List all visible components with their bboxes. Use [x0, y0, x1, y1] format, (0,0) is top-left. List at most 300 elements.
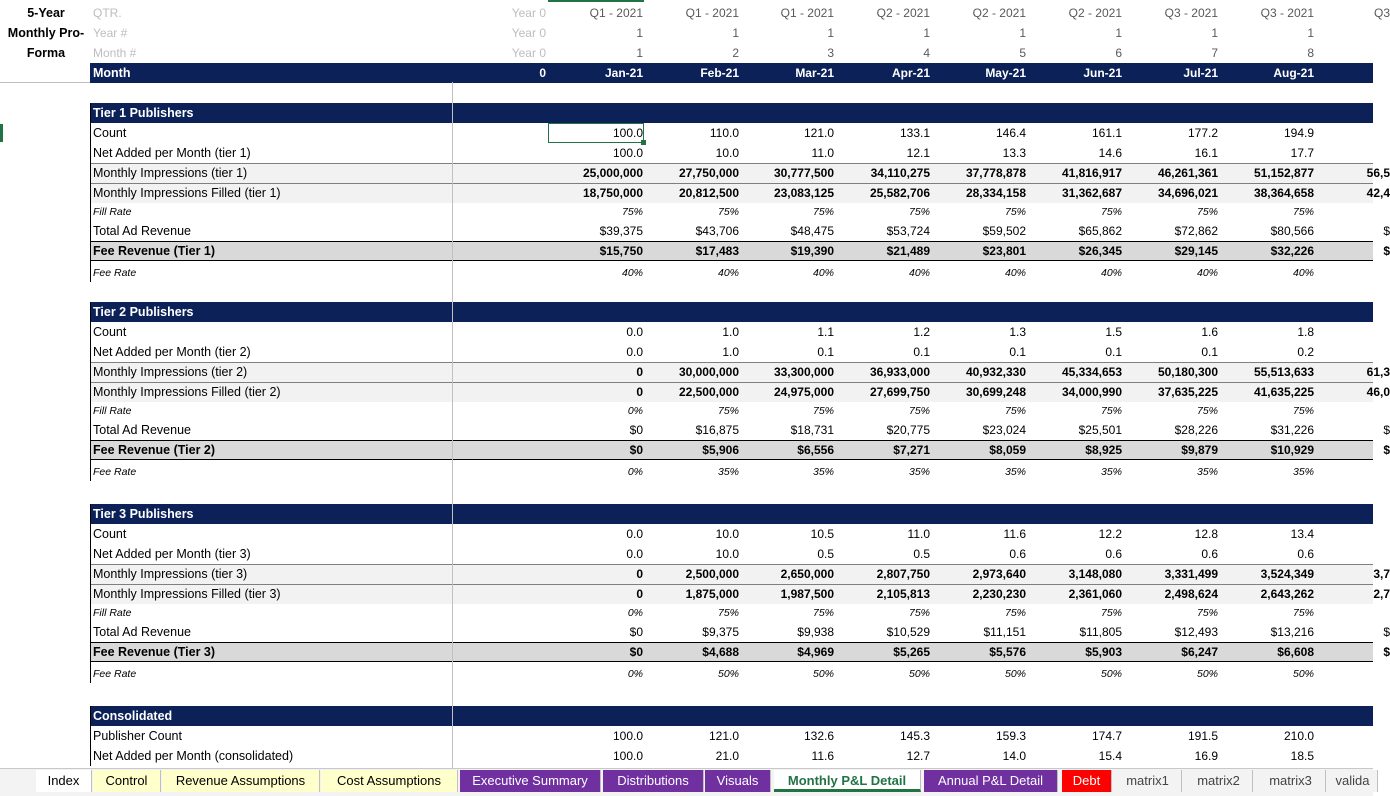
- column-year: 1: [1211, 26, 1218, 40]
- sheet-tab-index[interactable]: Index: [36, 770, 92, 792]
- data-cell[interactable]: 75%: [1100, 405, 1122, 417]
- row-label: Fill Rate: [93, 206, 132, 218]
- data-cell[interactable]: $9,375: [702, 625, 739, 639]
- data-cell[interactable]: 11.0: [811, 146, 834, 160]
- column-month-number: 6: [1115, 46, 1122, 60]
- data-cell[interactable]: 25,000,000: [582, 166, 643, 180]
- data-cell[interactable]: $0: [629, 645, 643, 659]
- data-cell[interactable]: 146.4: [995, 126, 1026, 140]
- data-cell[interactable]: 41,635,225: [1253, 385, 1314, 399]
- data-cell[interactable]: 41,816,917: [1061, 166, 1122, 180]
- data-cell[interactable]: 10.5: [810, 527, 834, 541]
- data-cell[interactable]: 0.1: [817, 345, 834, 359]
- data-cell[interactable]: $26,345: [1078, 244, 1122, 258]
- sheet-title-line2: Monthly Pro-: [7, 26, 85, 40]
- month-name[interactable]: Jun-21: [1083, 66, 1122, 80]
- data-cell[interactable]: 75%: [908, 405, 930, 417]
- sheet-title-line1: 5-Year: [27, 6, 65, 20]
- row-label: Total Ad Revenue: [93, 224, 191, 238]
- data-cell[interactable]: $8,059: [989, 443, 1026, 457]
- data-cell[interactable]: 35%: [1292, 466, 1314, 478]
- row-label: Fee Rate: [93, 267, 137, 279]
- data-cell[interactable]: 75%: [1292, 405, 1314, 417]
- data-cell[interactable]: 75%: [1196, 607, 1218, 619]
- row-label: Monthly Impressions (tier 1): [93, 166, 248, 180]
- data-cell[interactable]: 46,261,361: [1157, 166, 1218, 180]
- section-left-border: [90, 504, 91, 683]
- data-cell[interactable]: 75%: [1004, 405, 1026, 417]
- data-cell[interactable]: 40,932,330: [965, 365, 1026, 379]
- data-cell[interactable]: 18,750,000: [582, 186, 643, 200]
- column-year: 1: [732, 26, 739, 40]
- data-cell[interactable]: 27,699,750: [869, 385, 930, 399]
- data-cell[interactable]: 75%: [1004, 607, 1026, 619]
- data-cell[interactable]: $17,483: [695, 244, 739, 258]
- row-label: Fill Rate: [93, 607, 132, 619]
- data-cell[interactable]: 0.6: [1009, 547, 1026, 561]
- data-cell[interactable]: 56,5: [1366, 166, 1390, 180]
- data-cell[interactable]: $39,375: [599, 224, 643, 238]
- data-cell[interactable]: 12.1: [906, 146, 930, 160]
- data-cell[interactable]: 0.6: [1105, 547, 1122, 561]
- data-cell[interactable]: 50%: [717, 668, 739, 680]
- data-cell[interactable]: 75%: [1100, 206, 1122, 218]
- data-cell[interactable]: 121.0: [803, 126, 834, 140]
- year-label: Year #: [93, 26, 128, 40]
- data-cell[interactable]: 177.2: [1187, 126, 1218, 140]
- data-cell[interactable]: $59,502: [982, 224, 1026, 238]
- data-cell[interactable]: 45,334,653: [1061, 365, 1122, 379]
- data-cell[interactable]: 0%: [627, 668, 643, 680]
- data-cell[interactable]: $6,608: [1277, 645, 1314, 659]
- data-cell[interactable]: 1.0: [722, 325, 739, 339]
- data-cell[interactable]: 133.1: [899, 126, 930, 140]
- row-label: Net Added per Month (tier 2): [93, 345, 251, 359]
- data-cell[interactable]: 75%: [1196, 405, 1218, 417]
- month-name[interactable]: S: [1381, 66, 1390, 80]
- data-cell[interactable]: 1.1: [817, 325, 834, 339]
- data-cell[interactable]: $: [1383, 423, 1390, 437]
- data-cell[interactable]: $65,862: [1078, 224, 1122, 238]
- data-cell[interactable]: 75%: [1004, 206, 1026, 218]
- data-cell[interactable]: 1.2: [913, 325, 930, 339]
- data-cell[interactable]: 61,3: [1366, 365, 1390, 379]
- data-cell[interactable]: 35%: [717, 466, 739, 478]
- data-cell[interactable]: 2,7: [1373, 587, 1390, 601]
- data-cell[interactable]: 30,777,500: [773, 166, 834, 180]
- data-cell[interactable]: 1.0: [722, 345, 739, 359]
- data-cell[interactable]: $4,688: [702, 645, 739, 659]
- data-cell[interactable]: 110.0: [709, 126, 739, 140]
- data-cell[interactable]: $80,566: [1270, 224, 1314, 238]
- data-cell[interactable]: 1.3: [1009, 325, 1026, 339]
- section-left-border: [90, 302, 91, 481]
- data-cell[interactable]: $6,247: [1181, 645, 1218, 659]
- data-cell[interactable]: $16,875: [695, 423, 739, 437]
- column-month-number: 8: [1307, 46, 1314, 60]
- data-cell[interactable]: $13,216: [1270, 625, 1314, 639]
- section-title: Tier 2 Publishers: [93, 305, 194, 319]
- month-name[interactable]: Apr-21: [891, 66, 930, 80]
- data-cell[interactable]: 12.7: [906, 749, 930, 763]
- data-cell[interactable]: 35%: [1004, 466, 1026, 478]
- column-month-number: 3: [827, 46, 834, 60]
- row-label: Fill Rate: [93, 405, 132, 417]
- data-cell[interactable]: 12.2: [1098, 527, 1122, 541]
- data-cell[interactable]: 37,635,225: [1157, 385, 1218, 399]
- data-cell[interactable]: 0.0: [626, 527, 643, 541]
- data-cell[interactable]: 34,110,275: [870, 166, 930, 180]
- data-cell[interactable]: 17.7: [1290, 146, 1314, 160]
- data-cell[interactable]: 40%: [1004, 267, 1026, 279]
- data-cell[interactable]: 50%: [1004, 668, 1026, 680]
- data-cell[interactable]: 37,778,878: [965, 166, 1026, 180]
- column-qtr: Q2 - 2021: [972, 6, 1026, 20]
- data-cell[interactable]: 3,7: [1373, 567, 1390, 581]
- data-cell[interactable]: $10,529: [886, 625, 930, 639]
- section-header-band: [90, 706, 1373, 726]
- data-cell[interactable]: $25,501: [1078, 423, 1122, 437]
- data-cell[interactable]: 0.0: [626, 345, 643, 359]
- data-cell[interactable]: $: [1383, 244, 1390, 258]
- data-cell[interactable]: 50%: [1292, 668, 1314, 680]
- sheet-tab-visuals[interactable]: Visuals: [705, 770, 771, 792]
- data-cell[interactable]: 75%: [717, 405, 739, 417]
- data-cell[interactable]: 35%: [812, 466, 834, 478]
- data-cell[interactable]: 18.5: [1290, 749, 1314, 763]
- data-cell[interactable]: 40%: [812, 267, 834, 279]
- data-cell[interactable]: $28,226: [1174, 423, 1218, 437]
- data-cell[interactable]: 0: [636, 385, 643, 399]
- column-month-number: 5: [1019, 46, 1026, 60]
- sheet-tab-annual-p-l-detail[interactable]: Annual P&L Detail: [924, 770, 1058, 792]
- data-cell[interactable]: $29,145: [1174, 244, 1218, 258]
- data-cell[interactable]: 23,083,125: [773, 186, 834, 200]
- data-cell[interactable]: 10.0: [715, 146, 739, 160]
- data-cell[interactable]: $21,489: [886, 244, 930, 258]
- data-cell[interactable]: 0.1: [1105, 345, 1122, 359]
- data-cell[interactable]: 40%: [1292, 267, 1314, 279]
- data-cell[interactable]: 55,513,633: [1253, 365, 1314, 379]
- data-cell[interactable]: 0%: [627, 466, 643, 478]
- data-cell[interactable]: 10.0: [715, 547, 739, 561]
- month-name[interactable]: Feb-21: [700, 66, 739, 80]
- data-cell[interactable]: 75%: [717, 206, 739, 218]
- data-cell[interactable]: 100.0: [612, 729, 643, 743]
- data-cell[interactable]: $0: [629, 443, 643, 457]
- data-cell[interactable]: 75%: [908, 206, 930, 218]
- data-cell[interactable]: 2,643,262: [1260, 587, 1314, 601]
- data-cell[interactable]: 0%: [627, 405, 643, 417]
- data-cell[interactable]: $19,390: [790, 244, 834, 258]
- data-cell[interactable]: 1.5: [1105, 325, 1122, 339]
- row-label: Fee Revenue (Tier 2): [93, 443, 216, 457]
- data-cell[interactable]: $32,226: [1270, 244, 1314, 258]
- data-cell[interactable]: 13.4: [1290, 527, 1314, 541]
- data-cell[interactable]: 2,498,624: [1164, 587, 1218, 601]
- freeze-row-divider: [0, 82, 90, 83]
- data-cell[interactable]: 1.8: [1297, 325, 1314, 339]
- row-label: Total Ad Revenue: [93, 423, 191, 437]
- data-cell[interactable]: 35%: [908, 466, 930, 478]
- section-title: Consolidated: [93, 709, 173, 723]
- data-cell[interactable]: 2,650,000: [780, 567, 834, 581]
- row-label: Fee Rate: [93, 466, 137, 478]
- data-cell[interactable]: 14.0: [1002, 749, 1026, 763]
- data-cell[interactable]: 10.0: [715, 527, 739, 541]
- sheet-tab-monthly-p-l-detail[interactable]: Monthly P&L Detail: [774, 770, 921, 792]
- column-year: 1: [827, 26, 834, 40]
- data-cell[interactable]: $: [1383, 224, 1390, 238]
- data-cell[interactable]: 30,000,000: [678, 365, 739, 379]
- data-cell[interactable]: 11.6: [1003, 527, 1026, 541]
- data-cell[interactable]: $9,879: [1181, 443, 1218, 457]
- data-cell[interactable]: 2,500,000: [685, 567, 739, 581]
- data-cell[interactable]: 27,750,000: [678, 166, 739, 180]
- data-cell[interactable]: 3,148,080: [1068, 567, 1122, 581]
- freeze-pane-divider: [452, 82, 453, 768]
- data-cell[interactable]: 20,812,500: [678, 186, 739, 200]
- year0-month: Year 0: [511, 46, 546, 60]
- row-border: [90, 440, 1373, 441]
- data-cell[interactable]: 50%: [908, 668, 930, 680]
- data-cell[interactable]: 0: [636, 567, 643, 581]
- data-cell[interactable]: 100.0: [612, 126, 643, 140]
- data-cell[interactable]: $0: [629, 423, 643, 437]
- data-cell[interactable]: 132.6: [803, 729, 834, 743]
- data-cell[interactable]: 191.5: [1187, 729, 1218, 743]
- row-border: [90, 241, 1373, 242]
- data-cell[interactable]: 0.2: [1297, 345, 1314, 359]
- data-cell[interactable]: 75%: [1292, 206, 1314, 218]
- data-cell[interactable]: $15,750: [599, 244, 643, 258]
- month-number-label: Month #: [93, 46, 137, 60]
- row-label: Fee Revenue (Tier 3): [93, 645, 216, 659]
- data-cell[interactable]: 161.1: [1091, 126, 1122, 140]
- column-year: 1: [923, 26, 930, 40]
- data-cell[interactable]: 31,362,687: [1061, 186, 1122, 200]
- data-cell[interactable]: 1.6: [1201, 325, 1218, 339]
- data-cell[interactable]: 145.3: [899, 729, 930, 743]
- data-cell[interactable]: 24,975,000: [773, 385, 834, 399]
- data-cell[interactable]: 75%: [1100, 607, 1122, 619]
- data-cell[interactable]: 75%: [812, 405, 834, 417]
- data-cell[interactable]: 50,180,300: [1157, 365, 1218, 379]
- data-cell[interactable]: 3,331,499: [1164, 567, 1218, 581]
- column-qtr: Q3: [1373, 6, 1390, 20]
- data-cell[interactable]: 0.1: [1201, 345, 1218, 359]
- data-cell[interactable]: 1,987,500: [780, 587, 834, 601]
- data-cell[interactable]: $8,925: [1085, 443, 1122, 457]
- data-cell[interactable]: $9,938: [797, 625, 834, 639]
- data-cell[interactable]: 50%: [812, 668, 834, 680]
- data-cell[interactable]: 40%: [1196, 267, 1218, 279]
- data-cell[interactable]: $11,805: [1079, 625, 1122, 639]
- data-cell[interactable]: 2,973,640: [972, 567, 1026, 581]
- data-cell[interactable]: 0: [636, 365, 643, 379]
- data-cell[interactable]: 15.4: [1098, 749, 1122, 763]
- data-cell[interactable]: 100.0: [612, 146, 643, 160]
- row-border: [90, 183, 1373, 184]
- data-cell[interactable]: 0%: [627, 607, 643, 619]
- sheet-tab-revenue-assumptions[interactable]: Revenue Assumptions: [162, 770, 320, 792]
- row-label: Count: [93, 126, 127, 140]
- data-cell[interactable]: $7,271: [893, 443, 930, 457]
- data-cell[interactable]: $23,801: [982, 244, 1026, 258]
- row-border: [90, 163, 1373, 164]
- data-cell[interactable]: 75%: [621, 206, 643, 218]
- data-cell[interactable]: 11.0: [907, 527, 930, 541]
- data-cell[interactable]: 40%: [908, 267, 930, 279]
- sheet-tab-matrix3[interactable]: matrix3: [1256, 770, 1326, 792]
- data-cell[interactable]: 40%: [1100, 267, 1122, 279]
- column-year: 1: [1019, 26, 1026, 40]
- sheet-tab-executive-summary[interactable]: Executive Summary: [460, 770, 601, 792]
- data-cell[interactable]: $4,969: [797, 645, 834, 659]
- data-cell[interactable]: 34,696,021: [1157, 186, 1218, 200]
- data-cell[interactable]: 0.0: [626, 547, 643, 561]
- data-cell[interactable]: 2,361,060: [1068, 587, 1122, 601]
- data-cell[interactable]: $11,151: [983, 625, 1026, 639]
- data-cell[interactable]: 0.5: [913, 547, 930, 561]
- data-cell[interactable]: 33,300,000: [773, 365, 834, 379]
- sheet-tab-debt[interactable]: Debt: [1062, 770, 1112, 792]
- data-cell[interactable]: 75%: [908, 607, 930, 619]
- column-qtr: Q3 - 2021: [1260, 6, 1314, 20]
- month-name[interactable]: Aug-21: [1273, 66, 1314, 80]
- data-cell[interactable]: $12,493: [1174, 625, 1218, 639]
- data-cell[interactable]: 0: [636, 587, 643, 601]
- data-cell[interactable]: 121.0: [708, 729, 739, 743]
- row-border: [90, 362, 1373, 363]
- data-cell[interactable]: $10,929: [1270, 443, 1314, 457]
- data-cell[interactable]: 2,230,230: [972, 587, 1026, 601]
- data-cell[interactable]: 42,4: [1366, 186, 1390, 200]
- data-cell[interactable]: $23,024: [982, 423, 1026, 437]
- data-cell[interactable]: $5,265: [893, 645, 930, 659]
- data-cell[interactable]: 12.8: [1194, 527, 1218, 541]
- data-cell[interactable]: $: [1383, 625, 1390, 639]
- data-cell[interactable]: 75%: [1292, 607, 1314, 619]
- data-cell[interactable]: 75%: [717, 607, 739, 619]
- column-month-number: 1: [636, 46, 643, 60]
- row-label: Count: [93, 527, 127, 541]
- data-cell[interactable]: 194.9: [1283, 126, 1314, 140]
- data-cell[interactable]: $5,906: [702, 443, 739, 457]
- data-cell[interactable]: 50%: [1196, 668, 1218, 680]
- sheet-tab-matrix1[interactable]: matrix1: [1114, 770, 1182, 792]
- data-cell[interactable]: 159.3: [995, 729, 1026, 743]
- data-cell[interactable]: 46,0: [1366, 385, 1390, 399]
- column-year: 1: [636, 26, 643, 40]
- data-cell[interactable]: $31,226: [1270, 423, 1314, 437]
- data-cell[interactable]: 2,807,750: [876, 567, 930, 581]
- data-cell[interactable]: 34,000,990: [1061, 385, 1122, 399]
- data-cell[interactable]: 1,875,000: [685, 587, 739, 601]
- column-month-number: 2: [732, 46, 739, 60]
- month-name[interactable]: Mar-21: [795, 66, 834, 80]
- data-cell[interactable]: 0.5: [817, 547, 834, 561]
- data-cell[interactable]: $: [1383, 443, 1390, 457]
- data-cell[interactable]: 2,105,813: [876, 587, 930, 601]
- data-cell[interactable]: 36,933,000: [869, 365, 930, 379]
- month-name[interactable]: Jul-21: [1183, 66, 1218, 80]
- data-cell[interactable]: 38,364,658: [1253, 186, 1314, 200]
- data-cell[interactable]: 22,500,000: [678, 385, 739, 399]
- row-label: Monthly Impressions Filled (tier 2): [93, 385, 281, 399]
- active-column-marker: [548, 0, 644, 2]
- data-cell[interactable]: 35%: [1100, 466, 1122, 478]
- data-cell[interactable]: 11.6: [811, 749, 834, 763]
- sheet-tab-control[interactable]: Control: [93, 770, 161, 792]
- data-cell[interactable]: 13.3: [1002, 146, 1026, 160]
- data-cell[interactable]: 40%: [621, 267, 643, 279]
- month-name[interactable]: May-21: [985, 66, 1026, 80]
- data-cell[interactable]: 0.6: [1297, 547, 1314, 561]
- sheet-tab-valida[interactable]: valida: [1328, 770, 1378, 792]
- sheet-tab-distributions[interactable]: Distributions: [603, 770, 704, 792]
- data-cell[interactable]: 100.0: [612, 749, 643, 763]
- data-cell[interactable]: 210.0: [1283, 729, 1314, 743]
- sheet-tab-matrix2[interactable]: matrix2: [1185, 770, 1253, 792]
- data-cell[interactable]: 21.0: [715, 749, 739, 763]
- data-cell[interactable]: 174.7: [1091, 729, 1122, 743]
- row-border: [90, 382, 1373, 383]
- data-cell[interactable]: 0.6: [1201, 547, 1218, 561]
- data-cell[interactable]: $5,903: [1085, 645, 1122, 659]
- data-cell[interactable]: 75%: [812, 607, 834, 619]
- data-cell[interactable]: 16.9: [1194, 749, 1218, 763]
- month-row-label: Month: [93, 66, 131, 80]
- data-cell[interactable]: 35%: [1196, 466, 1218, 478]
- month-name[interactable]: Jan-21: [604, 66, 643, 80]
- data-cell[interactable]: 16.1: [1194, 146, 1218, 160]
- data-cell[interactable]: 25,582,706: [869, 186, 930, 200]
- data-cell[interactable]: $18,731: [790, 423, 834, 437]
- data-cell[interactable]: 0.0: [626, 325, 643, 339]
- data-cell[interactable]: $0: [629, 625, 643, 639]
- data-cell[interactable]: $: [1383, 645, 1390, 659]
- data-cell[interactable]: $5,576: [989, 645, 1026, 659]
- sheet-tab-cost-assumptions[interactable]: Cost Assumptions: [321, 770, 458, 792]
- sheet-title-line3: Forma: [26, 46, 66, 60]
- data-cell[interactable]: 30,699,248: [965, 385, 1026, 399]
- column-year: 1: [1115, 26, 1122, 40]
- data-cell[interactable]: $53,724: [886, 224, 930, 238]
- data-cell[interactable]: 14.6: [1098, 146, 1122, 160]
- data-cell[interactable]: 75%: [1196, 206, 1218, 218]
- data-cell[interactable]: $20,775: [886, 423, 930, 437]
- data-cell[interactable]: $6,556: [797, 443, 834, 457]
- data-cell[interactable]: 75%: [812, 206, 834, 218]
- column-month-number: 7: [1211, 46, 1218, 60]
- data-cell[interactable]: $48,475: [790, 224, 834, 238]
- data-cell[interactable]: 40%: [717, 267, 739, 279]
- selected-cell[interactable]: [548, 123, 644, 143]
- row-label: Fee Revenue (Tier 1): [93, 244, 216, 258]
- data-cell[interactable]: 28,334,158: [965, 186, 1026, 200]
- column-qtr: Q1 - 2021: [685, 6, 739, 20]
- data-cell[interactable]: 51,152,877: [1253, 166, 1314, 180]
- fill-handle[interactable]: [641, 140, 646, 145]
- row-border: [90, 661, 1373, 662]
- data-cell[interactable]: 0.1: [1009, 345, 1026, 359]
- data-cell[interactable]: $43,706: [695, 224, 739, 238]
- data-cell[interactable]: 50%: [1100, 668, 1122, 680]
- data-cell[interactable]: $72,862: [1174, 224, 1218, 238]
- data-cell[interactable]: 3,524,349: [1260, 567, 1314, 581]
- data-cell[interactable]: 0.1: [913, 345, 930, 359]
